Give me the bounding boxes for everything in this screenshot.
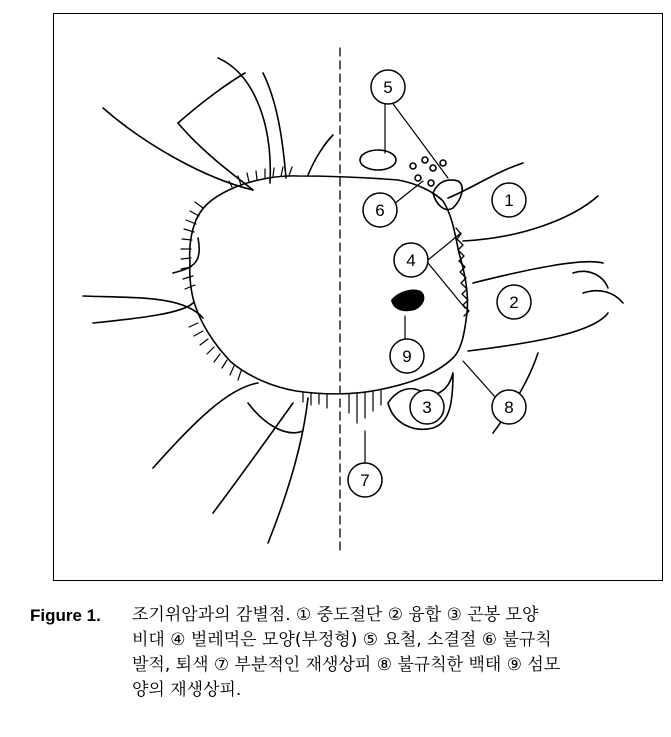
fold-right-d <box>468 313 608 351</box>
svg-text:2: 2 <box>509 293 519 312</box>
marker-7 <box>348 463 382 497</box>
caption-line-2: 비대 ④ 벌레먹은 모양(부정형) ⑤ 요철, 소결절 ⑥ 불규칙 <box>132 630 552 650</box>
fold-top-a <box>263 73 286 178</box>
ulcer-outline <box>190 176 468 394</box>
fold-right-c <box>473 262 603 283</box>
marker-5 <box>371 70 405 104</box>
nodule-large <box>360 150 396 170</box>
fold-bottom-left-a <box>153 383 258 468</box>
leader-4b <box>428 263 465 308</box>
caption-line-3: 발적, 퇴색 ⑦ 부분적인 재생상피 ⑧ 불규칙한 백태 ⑨ 섬모 <box>132 655 561 675</box>
marker-4 <box>394 243 428 277</box>
fold-top-left-d <box>178 123 253 190</box>
nodule-6 <box>428 180 434 186</box>
marker-3 <box>410 390 444 424</box>
svg-text:4: 4 <box>406 251 416 270</box>
nodule-1 <box>410 163 416 169</box>
spicules-left <box>181 202 241 380</box>
fold-top-left-b <box>178 73 245 123</box>
leader-4a <box>428 233 461 260</box>
svg-text:3: 3 <box>422 398 432 417</box>
figure-caption <box>30 603 655 703</box>
nodule-3 <box>430 165 436 171</box>
fold-bottom-left-d <box>248 403 303 433</box>
nodule-4 <box>440 160 446 166</box>
caption-line-1: 조기위암과의 감별점. ① 중도절단 ② 융합 ③ 곤봉 모양 <box>132 605 539 625</box>
svg-text:1: 1 <box>504 191 514 210</box>
ulcer-diagram <box>53 13 663 581</box>
marker-2 <box>497 285 531 319</box>
svg-text:7: 7 <box>360 471 370 490</box>
caption-label: Figure 1. <box>30 606 101 625</box>
marker-6 <box>363 193 397 227</box>
svg-text:9: 9 <box>402 347 412 366</box>
fold-bottom-left-c <box>268 398 308 543</box>
fold-left-c <box>93 303 193 323</box>
svg-text:8: 8 <box>504 398 514 417</box>
svg-text:6: 6 <box>375 201 385 220</box>
leader-5b <box>391 101 448 178</box>
fold-top-left-c <box>218 58 270 183</box>
leader-8 <box>463 361 496 398</box>
svg-text:5: 5 <box>383 78 393 97</box>
fold-bottom-left-b <box>213 403 293 513</box>
nodule-2 <box>422 157 428 163</box>
caption-line-4: 양의 재생상피. <box>132 680 242 700</box>
marker-8 <box>492 390 526 424</box>
interrupted-fold <box>433 180 462 210</box>
fold-right-f <box>573 271 608 288</box>
nodule-5 <box>415 175 421 181</box>
marker-9 <box>390 339 424 373</box>
fold-right-g <box>583 291 623 303</box>
fold-top-b <box>308 135 333 175</box>
spicules-bottom <box>303 390 381 423</box>
marker-1 <box>492 183 526 217</box>
fold-right-b <box>463 196 598 241</box>
fold-top-left-a <box>103 108 253 190</box>
caption-first-row <box>30 603 655 628</box>
regenerative-epithelium-island <box>391 289 424 311</box>
